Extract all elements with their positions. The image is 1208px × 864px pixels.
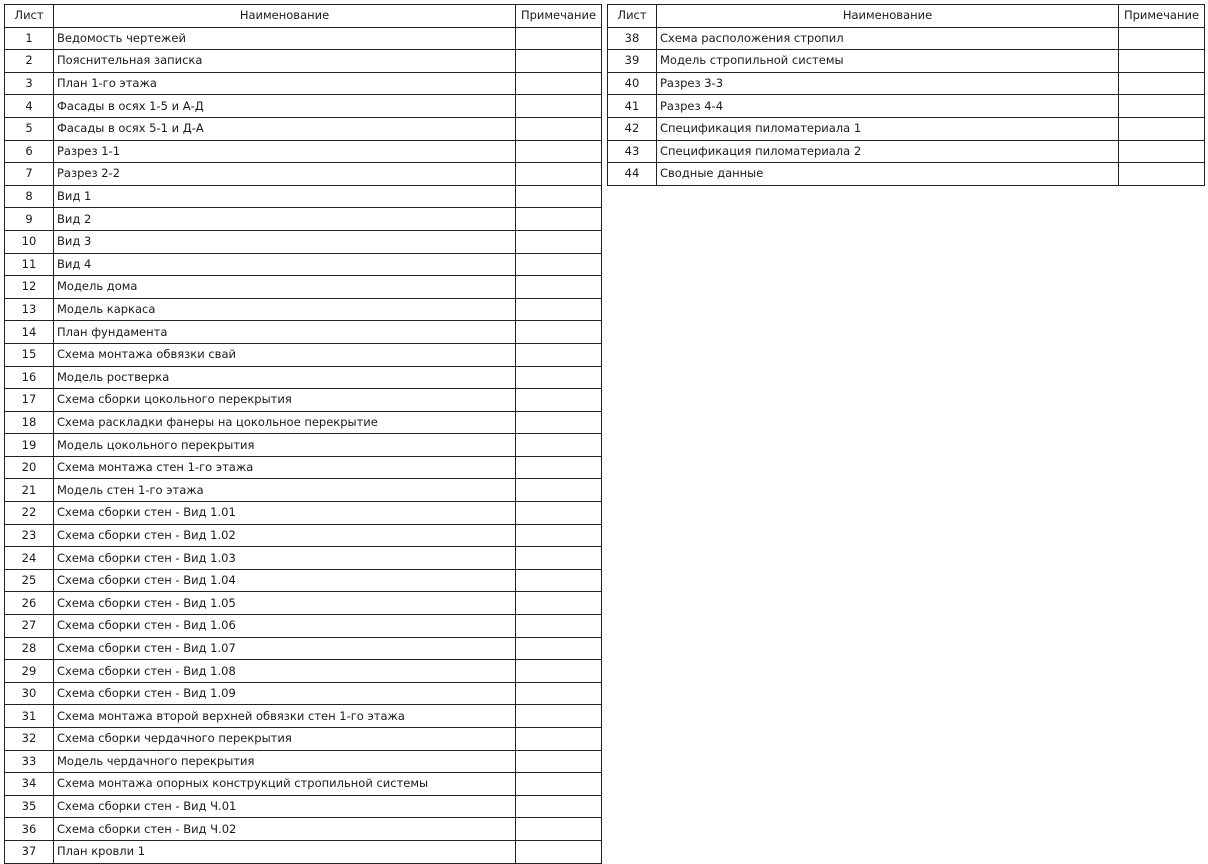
cell-sheet-number: 15 [5, 343, 54, 366]
cell-drawing-name: Модель стен 1-го этажа [54, 479, 516, 502]
cell-sheet-number: 5 [5, 117, 54, 140]
cell-note [1119, 163, 1205, 186]
cell-sheet-number: 1 [5, 27, 54, 50]
header-note: Примечание [1119, 5, 1205, 28]
cell-sheet-number: 7 [5, 163, 54, 186]
cell-sheet-number: 41 [608, 95, 657, 118]
cell-drawing-name: Схема сборки стен - Вид Ч.02 [54, 818, 516, 841]
cell-note [516, 343, 602, 366]
cell-drawing-name: Спецификация пиломатериала 2 [657, 140, 1119, 163]
cell-note [516, 818, 602, 841]
cell-sheet-number: 6 [5, 140, 54, 163]
cell-drawing-name: Модель чердачного перекрытия [54, 750, 516, 773]
cell-note [516, 569, 602, 592]
cell-sheet-number: 12 [5, 276, 54, 299]
cell-sheet-number: 8 [5, 185, 54, 208]
cell-sheet-number: 42 [608, 117, 657, 140]
cell-sheet-number: 23 [5, 524, 54, 547]
table-row [5, 456, 602, 479]
table-row [5, 479, 602, 502]
cell-note [516, 230, 602, 253]
cell-sheet-number: 22 [5, 502, 54, 525]
cell-note [516, 637, 602, 660]
cell-sheet-number: 39 [608, 50, 657, 73]
table-row [5, 705, 602, 728]
table-row [608, 95, 1205, 118]
table-row [5, 773, 602, 796]
table-row [5, 117, 602, 140]
cell-drawing-name: Схема раскладки фанеры на цокольное перекрытие [54, 411, 516, 434]
table-row [5, 795, 602, 818]
table-row [5, 411, 602, 434]
cell-drawing-name: Схема сборки стен - Вид Ч.01 [54, 795, 516, 818]
cell-note [516, 773, 602, 796]
cell-sheet-number: 10 [5, 230, 54, 253]
cell-drawing-name: Модель каркаса [54, 298, 516, 321]
cell-note [1119, 95, 1205, 118]
cell-sheet-number: 27 [5, 615, 54, 638]
cell-drawing-name: Разрез 2-2 [54, 163, 516, 186]
cell-note [516, 253, 602, 276]
cell-drawing-name: Разрез 3-3 [657, 72, 1119, 95]
cell-sheet-number: 14 [5, 321, 54, 344]
table-row [5, 72, 602, 95]
cell-drawing-name: Вид 2 [54, 208, 516, 231]
cell-drawing-name: Фасады в осях 5-1 и Д-А [54, 117, 516, 140]
cell-note [516, 50, 602, 73]
cell-note [516, 615, 602, 638]
cell-sheet-number: 2 [5, 50, 54, 73]
table-row [5, 185, 602, 208]
cell-note [516, 705, 602, 728]
cell-drawing-name: Схема монтажа второй верхней обвязки стен 1-го этажа [54, 705, 516, 728]
cell-note [516, 208, 602, 231]
header-name: Наименование [54, 5, 516, 28]
cell-drawing-name: Схема сборки стен - Вид 1.09 [54, 682, 516, 705]
cell-note [516, 185, 602, 208]
cell-note [516, 389, 602, 412]
table-row [608, 27, 1205, 50]
cell-note [1119, 27, 1205, 50]
cell-sheet-number: 31 [5, 705, 54, 728]
table-row [5, 27, 602, 50]
table-row [5, 615, 602, 638]
table-row [5, 840, 602, 863]
cell-note [516, 434, 602, 457]
cell-note [516, 592, 602, 615]
cell-drawing-name: Схема сборки стен - Вид 1.07 [54, 637, 516, 660]
table-row [5, 50, 602, 73]
drawings-list-table-left [4, 4, 602, 864]
cell-note [516, 479, 602, 502]
table-row [5, 253, 602, 276]
cell-sheet-number: 20 [5, 456, 54, 479]
cell-note [1119, 117, 1205, 140]
cell-drawing-name: Модель дома [54, 276, 516, 299]
table-row [5, 276, 602, 299]
table-row [5, 434, 602, 457]
cell-sheet-number: 25 [5, 569, 54, 592]
cell-sheet-number: 30 [5, 682, 54, 705]
table-row [5, 569, 602, 592]
table-body-left [5, 27, 602, 863]
header-row [608, 5, 1205, 28]
cell-drawing-name: План 1-го этажа [54, 72, 516, 95]
cell-note [516, 366, 602, 389]
cell-drawing-name: Вид 3 [54, 230, 516, 253]
cell-sheet-number: 38 [608, 27, 657, 50]
cell-drawing-name: Сводные данные [657, 163, 1119, 186]
cell-note [516, 682, 602, 705]
cell-note [516, 117, 602, 140]
cell-sheet-number: 4 [5, 95, 54, 118]
cell-drawing-name: Схема сборки стен - Вид 1.03 [54, 547, 516, 570]
cell-note [516, 840, 602, 863]
table-row [608, 117, 1205, 140]
table-row [5, 660, 602, 683]
cell-sheet-number: 37 [5, 840, 54, 863]
cell-note [516, 140, 602, 163]
table-row [5, 140, 602, 163]
cell-note [516, 795, 602, 818]
cell-drawing-name: Схема сборки стен - Вид 1.06 [54, 615, 516, 638]
cell-sheet-number: 13 [5, 298, 54, 321]
table-row [5, 818, 602, 841]
cell-drawing-name: Схема сборки стен - Вид 1.08 [54, 660, 516, 683]
table-row [5, 502, 602, 525]
cell-sheet-number: 3 [5, 72, 54, 95]
table-row [5, 637, 602, 660]
cell-drawing-name: План фундамента [54, 321, 516, 344]
cell-sheet-number: 29 [5, 660, 54, 683]
cell-drawing-name: Спецификация пиломатериала 1 [657, 117, 1119, 140]
cell-drawing-name: Разрез 4-4 [657, 95, 1119, 118]
cell-sheet-number: 19 [5, 434, 54, 457]
table-row [5, 95, 602, 118]
cell-sheet-number: 36 [5, 818, 54, 841]
cell-sheet-number: 9 [5, 208, 54, 231]
header-row [5, 5, 602, 28]
cell-sheet-number: 35 [5, 795, 54, 818]
table-row [5, 321, 602, 344]
cell-note [516, 72, 602, 95]
table-row [608, 140, 1205, 163]
table-row [5, 343, 602, 366]
cell-sheet-number: 34 [5, 773, 54, 796]
header-sheet: Лист [5, 5, 54, 28]
cell-note [516, 27, 602, 50]
cell-drawing-name: Схема сборки стен - Вид 1.05 [54, 592, 516, 615]
cell-drawing-name: Модель цокольного перекрытия [54, 434, 516, 457]
header-sheet: Лист [608, 5, 657, 28]
header-name: Наименование [657, 5, 1119, 28]
cell-note [516, 321, 602, 344]
table-row [5, 682, 602, 705]
cell-note [516, 728, 602, 751]
cell-drawing-name: Схема монтажа опорных конструкций стропильной системы [54, 773, 516, 796]
cell-note [516, 456, 602, 479]
cell-drawing-name: Схема сборки стен - Вид 1.01 [54, 502, 516, 525]
table-row [608, 163, 1205, 186]
cell-note [516, 95, 602, 118]
cell-note [516, 524, 602, 547]
cell-drawing-name: Схема монтажа обвязки свай [54, 343, 516, 366]
cell-drawing-name: Схема расположения стропил [657, 27, 1119, 50]
cell-note [516, 163, 602, 186]
cell-sheet-number: 21 [5, 479, 54, 502]
table-row [5, 389, 602, 412]
cell-drawing-name: Пояснительная записка [54, 50, 516, 73]
cell-sheet-number: 24 [5, 547, 54, 570]
cell-note [1119, 72, 1205, 95]
drawings-list-table-right [607, 4, 1205, 186]
cell-drawing-name: Модель стропильной системы [657, 50, 1119, 73]
cell-drawing-name: Вид 4 [54, 253, 516, 276]
cell-sheet-number: 17 [5, 389, 54, 412]
cell-drawing-name: План кровли 1 [54, 840, 516, 863]
table-row [5, 366, 602, 389]
cell-sheet-number: 44 [608, 163, 657, 186]
cell-note [1119, 140, 1205, 163]
table-row [608, 50, 1205, 73]
cell-note [1119, 50, 1205, 73]
cell-sheet-number: 16 [5, 366, 54, 389]
cell-drawing-name: Схема сборки чердачного перекрытия [54, 728, 516, 751]
table-row [5, 163, 602, 186]
cell-note [516, 276, 602, 299]
cell-note [516, 547, 602, 570]
cell-sheet-number: 33 [5, 750, 54, 773]
cell-note [516, 660, 602, 683]
cell-sheet-number: 32 [5, 728, 54, 751]
cell-drawing-name: Схема сборки стен - Вид 1.04 [54, 569, 516, 592]
table-row [5, 524, 602, 547]
cell-drawing-name: Разрез 1-1 [54, 140, 516, 163]
cell-drawing-name: Фасады в осях 1-5 и А-Д [54, 95, 516, 118]
table-row [5, 592, 602, 615]
cell-drawing-name: Схема монтажа стен 1-го этажа [54, 456, 516, 479]
table-body-right [608, 27, 1205, 185]
cell-sheet-number: 40 [608, 72, 657, 95]
cell-sheet-number: 11 [5, 253, 54, 276]
cell-drawing-name: Модель ростверка [54, 366, 516, 389]
table-row [5, 298, 602, 321]
cell-drawing-name: Схема сборки цокольного перекрытия [54, 389, 516, 412]
cell-sheet-number: 18 [5, 411, 54, 434]
cell-note [516, 298, 602, 321]
cell-sheet-number: 43 [608, 140, 657, 163]
table-row [5, 728, 602, 751]
header-note: Примечание [516, 5, 602, 28]
cell-sheet-number: 28 [5, 637, 54, 660]
table-row [5, 230, 602, 253]
cell-note [516, 502, 602, 525]
cell-drawing-name: Ведомость чертежей [54, 27, 516, 50]
cell-drawing-name: Вид 1 [54, 185, 516, 208]
cell-sheet-number: 26 [5, 592, 54, 615]
cell-note [516, 411, 602, 434]
table-row [608, 72, 1205, 95]
table-row [5, 208, 602, 231]
cell-note [516, 750, 602, 773]
table-row [5, 750, 602, 773]
table-row [5, 547, 602, 570]
cell-drawing-name: Схема сборки стен - Вид 1.02 [54, 524, 516, 547]
